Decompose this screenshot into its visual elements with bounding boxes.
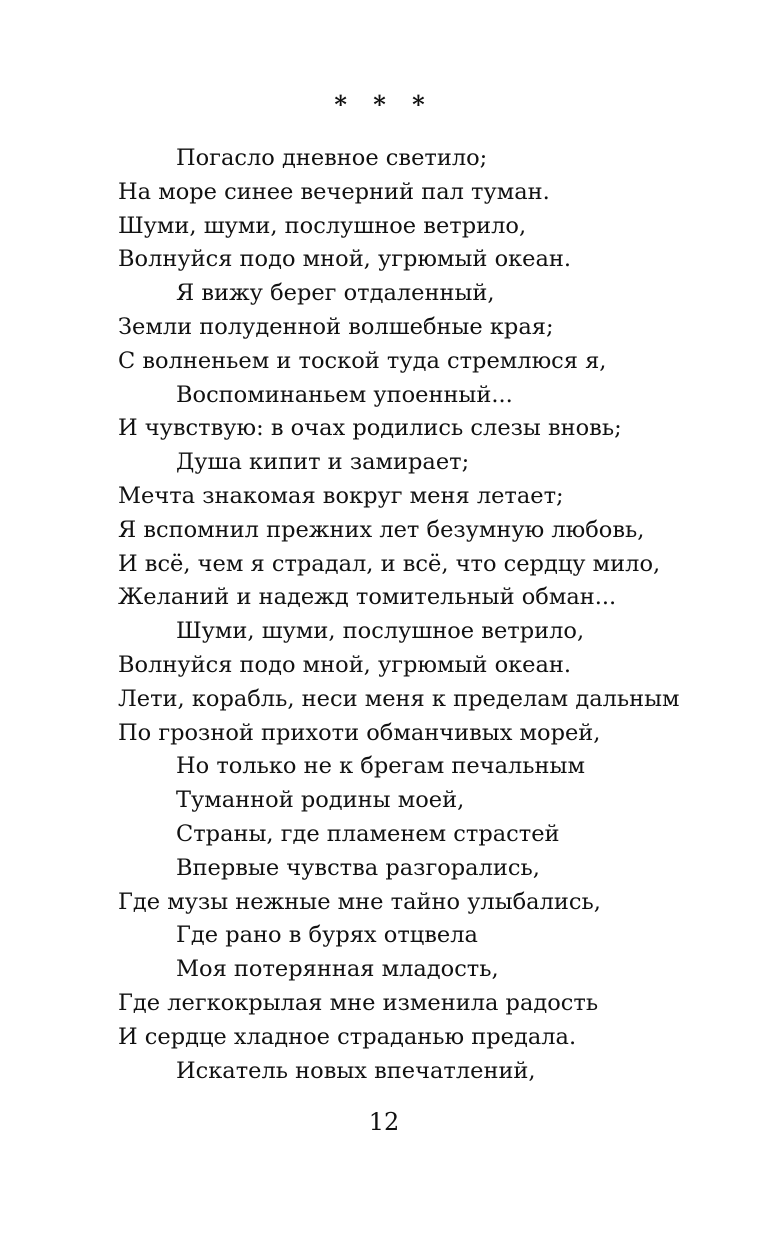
poem-line: По грозной прихоти обманчивых морей, <box>118 719 601 746</box>
poem-text <box>118 142 718 1088</box>
poem-line: Волнуйся подо мной, угрюмый океан. <box>118 246 572 273</box>
poem-line: И чувствую: в очах родились слезы вновь; <box>118 415 622 442</box>
poem-line: Где музы нежные мне тайно улыбались, <box>118 888 601 915</box>
poem-line: Волнуйся подо мной, угрюмый океан. <box>118 651 572 678</box>
poem-line: Где рано в бурях отцвела <box>176 922 478 949</box>
poem-line: Лети, корабль, неси меня к пределам дальным <box>118 685 680 712</box>
page-number: 12 <box>368 1108 400 1136</box>
poem-line: Где легкокрылая мне изменила радость <box>118 989 599 1016</box>
poem-line: Душа кипит и замирает; <box>176 449 470 476</box>
poem-line: Туманной родины моей, <box>176 787 465 814</box>
section-divider-asterisks: * * * <box>334 90 434 119</box>
poem-line: Страны, где пламенем страстей <box>176 820 560 847</box>
poem-line: Искатель новых впечатлений, <box>176 1057 536 1084</box>
poem-line: Но только не к брегам печальным <box>176 753 585 780</box>
poem-line: Шуми, шуми, послушное ветрило, <box>118 212 527 239</box>
poem-line: На море синее вечерний пал туман. <box>118 178 550 205</box>
poem-line: Я вспомнил прежних лет безумную любовь, <box>118 516 645 543</box>
poem-line: Шуми, шуми, послушное ветрило, <box>176 618 585 645</box>
poem-line: С волненьем и тоской туда стремлюся я, <box>118 347 607 374</box>
poem-line: Желаний и надежд томительный обман... <box>118 584 617 611</box>
poem-line: И всё, чем я страдал, и всё, что сердцу мило, <box>118 550 661 577</box>
poem-line: Мечта знакомая вокруг меня летает; <box>118 482 564 509</box>
poem-line: Я вижу берег отдаленный, <box>176 280 495 307</box>
poem-line: Моя потерянная младость, <box>176 956 499 983</box>
poem-line: Впервые чувства разгорались, <box>176 854 540 881</box>
poem-line: Земли полуденной волшебные края; <box>118 313 554 340</box>
poem-line: Воспоминаньем упоенный... <box>176 381 513 408</box>
poem-line: Погасло дневное светило; <box>176 145 488 171</box>
poem-line: И сердце хладное страданью предала. <box>118 1023 577 1050</box>
